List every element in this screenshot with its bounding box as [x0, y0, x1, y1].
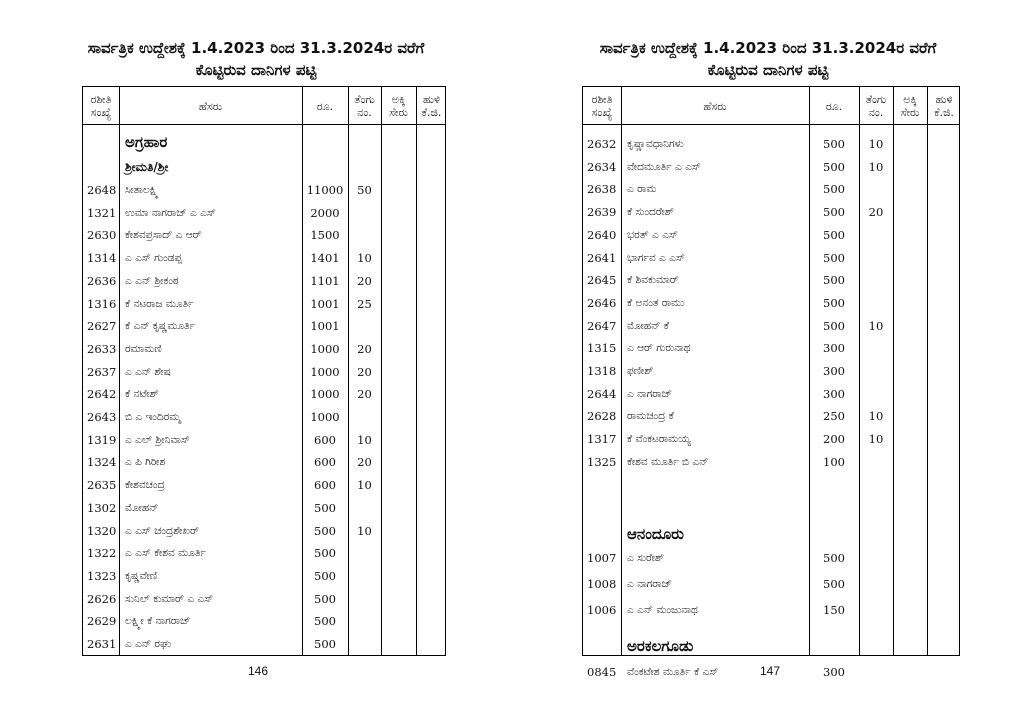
table-row [583, 133, 959, 155]
donor-name: ಎ ಎಸ್ ಕೇಶವ ಮೂರ್ತಿ [125, 547, 206, 560]
coconut-count [859, 573, 893, 595]
coconut-count [859, 269, 893, 291]
donor-name: ಲಕ್ಷ್ಮೀ ಕೆ ನಾಗರಾಜ್ [125, 615, 191, 628]
donor-name: ರಾಮಚಂದ್ರ ಕೆ [627, 410, 674, 423]
donor-name: ಕೇಶವ ಮೂರ್ತಿ ಬಿ ಎನ್ [627, 455, 709, 468]
coconut-count [859, 383, 893, 405]
column-header-coconut: ತೆಂಗು ನಂ. [865, 93, 887, 119]
donor-name: ಕೃಷ್ಣಾವಧಾನಿಗಳು [627, 138, 684, 150]
amount: 500 [823, 182, 845, 197]
coconut-count [859, 247, 893, 269]
table-row [583, 224, 959, 246]
donor-name: ಕೆ ನಟೇಶ್ [125, 388, 159, 401]
receipt-number: 2644 [587, 386, 617, 401]
donor-name: ಕೆ ಅನಂತ ರಾಮು [627, 296, 685, 309]
table-row [583, 599, 959, 621]
donor-name: ಎ ಎನ್ ಶ್ರೀಕಂಠ [125, 274, 179, 287]
table-row [583, 247, 959, 269]
amount: 1000 [310, 410, 340, 424]
receipt-number: 1314 [87, 251, 117, 266]
receipt-number: 2640 [587, 227, 617, 242]
table-row [83, 247, 445, 269]
donor-name: ಕೆ ನಟರಾಜ ಮೂರ್ತಿ [125, 297, 194, 310]
receipt-number: 2627 [87, 319, 117, 334]
donor-name: ಫಣೀಶ್ [627, 365, 654, 377]
amount: 500 [314, 500, 336, 515]
receipt-number: 2626 [87, 591, 117, 606]
receipt-number: 2638 [587, 182, 617, 197]
donor-name: ಎ ನಾಗರಾಜ್ [627, 578, 673, 590]
table-header [83, 87, 445, 125]
amount: 500 [314, 546, 336, 561]
table-row [83, 520, 445, 542]
amount: 600 [314, 432, 336, 447]
donor-name: ಎ ಆರ್ ಗುರುನಾಥ [627, 342, 691, 355]
column-header-name: ಹೆಸರು [198, 99, 223, 113]
receipt-number: 1325 [587, 454, 617, 469]
section-title: ಆನಂದೂರು [627, 525, 684, 543]
donor-name: ಸುನಿಲ್ ಕುಮಾರ್ ಎ ಎಸ್ [125, 592, 214, 605]
amount: 150 [823, 603, 845, 617]
subsection-heading [83, 154, 445, 180]
section-heading [583, 521, 959, 547]
amount: 1000 [310, 387, 340, 402]
page-title-line1: ಸಾರ್ವತ್ರಿಕ ಉದ್ದೇಶಕ್ಕೆ 1.4.2023 ರಿಂದ 31.3.2024ರ ವರೆಗೆ [87, 39, 425, 57]
receipt-number: 2645 [587, 273, 617, 288]
table-row [83, 383, 445, 405]
donor-name: ಎ ನಾಗರಾಜ್ [627, 387, 673, 400]
table-row [83, 270, 445, 292]
receipt-number: 1302 [87, 500, 117, 515]
coconut-count [859, 337, 893, 359]
amount: 300 [823, 665, 845, 679]
receipt-number: 2643 [87, 410, 117, 424]
donor-name: ಉಮಾ ನಾಗರಾಜ್ ಎ ಎಸ್ [125, 206, 216, 219]
receipt-number: 2630 [87, 228, 117, 243]
receipt-number: 2631 [87, 637, 117, 651]
receipt-number: 2634 [587, 159, 617, 174]
table-row [83, 179, 445, 201]
amount: 1001 [310, 296, 340, 311]
amount: 500 [823, 318, 845, 333]
coconut-count [348, 497, 381, 519]
donor-name: ರಮಾಮಣಿ [125, 342, 162, 355]
amount: 1000 [310, 341, 340, 356]
donor-name: ಮೋಹನ್ ಕೆ [627, 319, 669, 332]
section-heading [583, 633, 959, 659]
receipt-number: 1322 [87, 546, 117, 561]
table-row [83, 497, 445, 519]
table-row [583, 573, 959, 595]
amount: 1401 [310, 251, 340, 266]
coconut-count: 10 [868, 432, 884, 447]
receipt-number: 2636 [87, 273, 117, 288]
table-row [83, 315, 445, 337]
donor-name: ಬಿ ಎ ಇಂದಿರಮ್ಮ [125, 411, 181, 423]
donor-name: ಎ ಎಲ್ ಶ್ರೀನಿವಾಸ್ [125, 433, 190, 446]
receipt-number: 1316 [87, 296, 117, 311]
donor-name: ಎ ಸುರೇಶ್ [627, 552, 665, 564]
amount: 2000 [310, 205, 340, 220]
column-header-rice: ಅಕ್ಕಿ ಸೇರು [900, 93, 920, 119]
donor-name: ಎ ಎನ್ ರಘು [125, 638, 172, 650]
section-title: ಅರಕಲಗೂಡು [627, 637, 694, 655]
coconut-count: 10 [357, 251, 372, 266]
coconut-count: 20 [357, 341, 372, 356]
receipt-number: 1008 [587, 577, 617, 591]
amount: 500 [314, 637, 336, 651]
amount: 1101 [310, 273, 340, 288]
coconut-count: 20 [357, 364, 372, 379]
amount: 500 [314, 591, 336, 606]
donor-name: ಕೆ ಸುಂದರೇಶ್ [627, 206, 674, 219]
table-row [83, 588, 445, 610]
donor-name: ಎ ಎನ್ ಮಂಜುನಾಥ [627, 604, 698, 616]
donor-name: ಕೇಶವಚಂದ್ರ [125, 479, 165, 492]
receipt-number: 1321 [87, 205, 117, 220]
table-row [83, 224, 445, 246]
coconut-count: 20 [357, 387, 372, 402]
coconut-count: 10 [868, 409, 884, 424]
section-title: ಅಗ್ರಹಾರ [125, 133, 168, 151]
donor-name: ಎ ಎಸ್ ಚಂದ್ರಶೇಖರ್ [125, 524, 200, 537]
coconut-count: 50 [357, 183, 372, 197]
amount: 500 [314, 614, 336, 629]
column-header-amount: ರೂ. [825, 99, 843, 113]
amount: 1000 [310, 364, 340, 379]
table-row [83, 338, 445, 360]
amount: 500 [823, 205, 845, 220]
coconut-count [859, 547, 893, 569]
amount: 500 [314, 523, 336, 538]
coconut-count [348, 202, 381, 224]
coconut-count [348, 542, 381, 564]
table-row [83, 610, 445, 632]
receipt-number: 2646 [587, 295, 617, 310]
receipt-number: 2648 [87, 183, 117, 197]
section-heading [83, 129, 445, 155]
amount: 300 [823, 364, 845, 378]
donor-name: ಭಾರ್ಗವ ಎ ಎಸ್ [627, 251, 685, 264]
receipt-number: 2647 [587, 318, 617, 333]
page-number: 147 [759, 664, 781, 678]
amount: 500 [823, 227, 845, 242]
coconut-count [348, 565, 381, 587]
table-row [583, 156, 959, 178]
coconut-count: 10 [868, 137, 884, 151]
coconut-count: 10 [357, 523, 372, 538]
table-row [83, 202, 445, 224]
amount: 300 [823, 341, 845, 356]
receipt-number: 2628 [587, 409, 617, 424]
coconut-count: 25 [357, 296, 372, 311]
table-row [583, 292, 959, 314]
coconut-count [859, 661, 893, 683]
amount: 500 [823, 250, 845, 265]
coconut-count [348, 588, 381, 610]
amount: 1001 [310, 319, 340, 334]
coconut-count [859, 599, 893, 621]
table-row [583, 383, 959, 405]
amount: 200 [823, 432, 845, 447]
amount: 100 [823, 454, 845, 469]
table-row [83, 633, 445, 655]
table-row [83, 451, 445, 473]
coconut-count [348, 610, 381, 632]
table-row [583, 360, 959, 382]
donor-name: ಕೆ ವೆಂಕಟರಾಮಯ್ಯ [627, 433, 691, 446]
page-title-line2: ಕೊಟ್ಟಿರುವ ದಾನಿಗಳ ಪಟ್ಟಿ [195, 61, 317, 79]
amount: 600 [314, 478, 336, 493]
coconut-count [348, 406, 381, 428]
right-page [512, 0, 1024, 724]
receipt-number: 2632 [587, 137, 617, 151]
table-row [583, 315, 959, 337]
page-title-line1: ಸಾರ್ವತ್ರಿಕ ಉದ್ದೇಶಕ್ಕೆ 1.4.2023 ರಿಂದ 31.3.2024ರ ವರೆಗೆ [599, 39, 937, 57]
donor-name: ಕೆ ಎನ್ ಕೃಷ್ಣಮೂರ್ತಿ [125, 320, 196, 333]
coconut-count [859, 224, 893, 246]
table-row [83, 565, 445, 587]
table-row [583, 269, 959, 291]
table-row [583, 178, 959, 200]
table-row [583, 201, 959, 223]
coconut-count: 10 [868, 318, 884, 333]
donor-name: ವೆಂಕಟೇಶ ಮೂರ್ತಿ ಕೆ ಎಸ್ [627, 666, 719, 678]
table-row [583, 428, 959, 450]
donor-name: ಮೋಹನ್ [125, 501, 159, 514]
amount: 1500 [310, 228, 340, 243]
amount: 500 [823, 159, 845, 174]
table-row [83, 474, 445, 496]
subsection-title: ಶ್ರೀಮತಿ/ಶ್ರೀ [125, 160, 169, 174]
amount: 500 [823, 273, 845, 288]
coconut-count [348, 633, 381, 655]
receipt-number: 0845 [587, 665, 617, 679]
donor-name: ಎ ಪಿ ಗಿರೀಶ [125, 456, 166, 469]
amount: 600 [314, 455, 336, 470]
table-row [83, 542, 445, 564]
donor-name: ಸೀತಾಲಕ್ಷ್ಮಿ [125, 184, 159, 196]
column-header-name: ಹೆಸರು [703, 99, 727, 113]
column-header-receipt: ರಶೀತಿ ಸಂಖ್ಯೆ [90, 93, 112, 119]
receipt-number: 2629 [87, 614, 117, 629]
donor-name: ಭರತ್ ಎ ಎಸ್ [627, 228, 678, 241]
receipt-number: 2637 [87, 364, 117, 379]
table-row [583, 405, 959, 427]
amount: 500 [823, 137, 845, 151]
coconut-count: 10 [357, 478, 372, 493]
receipt-number: 1320 [87, 523, 117, 538]
receipt-number: 1323 [87, 568, 117, 583]
receipt-number: 1006 [587, 603, 617, 617]
amount: 500 [823, 295, 845, 310]
receipt-number: 2635 [87, 478, 117, 493]
receipt-number: 1324 [87, 455, 117, 470]
coconut-count: 20 [357, 455, 372, 470]
coconut-count [859, 292, 893, 314]
receipt-number: 1318 [587, 364, 617, 378]
column-header-receipt: ರಶೀತಿ ಸಂಖ್ಯೆ [591, 93, 613, 119]
receipt-number: 1007 [587, 551, 617, 565]
table-row [83, 406, 445, 428]
receipt-number: 2633 [87, 341, 117, 356]
column-header-tamarind: ಹುಳಿ ಕೆ.ಜಿ. [421, 93, 442, 119]
receipt-number: 2642 [87, 387, 117, 402]
coconut-count: 10 [868, 159, 884, 174]
coconut-count [859, 451, 893, 473]
column-header-amount: ರೂ. [316, 99, 334, 113]
receipt-number: 1319 [87, 432, 117, 447]
table-row [83, 293, 445, 315]
table-row [83, 361, 445, 383]
page-number: 146 [247, 664, 269, 678]
coconut-count [348, 224, 381, 246]
donor-name: ಕೆ ಶಿವಕುಮಾರ್ [627, 274, 679, 287]
column-header-coconut: ತೆಂಗು ನಂ. [354, 93, 375, 119]
coconut-count: 20 [357, 273, 372, 288]
table-row [583, 451, 959, 473]
amount: 300 [823, 386, 845, 401]
column-header-rice: ಅಕ್ಕಿ ಸೇರು [389, 93, 408, 119]
amount: 500 [823, 551, 845, 565]
coconut-count [859, 178, 893, 200]
donor-name: ಕೇಶವಪ್ರಸಾದ್ ಎ ಆರ್ [125, 229, 202, 242]
donor-name: ವೇದಮೂರ್ತಿ ಎ ಎಸ್ [627, 160, 701, 173]
receipt-number: 2639 [587, 205, 617, 220]
coconut-count [859, 360, 893, 382]
donor-name: ಕೃಷ್ಣವೇಣಿ [125, 569, 158, 582]
receipt-number: 1315 [587, 341, 617, 356]
coconut-count: 10 [357, 432, 372, 447]
page-title-line2: ಕೊಟ್ಟಿರುವ ದಾನಿಗಳ ಪಟ್ಟಿ [707, 61, 829, 79]
donor-name: ಎ ರಾಮ [627, 183, 657, 196]
receipt-number: 2641 [587, 250, 617, 265]
donor-name: ಎ ಎನ್ ಶೇಷ [125, 365, 171, 378]
table-row [583, 547, 959, 569]
table-header [583, 87, 959, 125]
column-header-tamarind: ಹುಳಿ ಕೆ.ಜಿ. [934, 93, 954, 119]
coconut-count [348, 315, 381, 337]
amount: 250 [823, 409, 845, 424]
amount: 500 [823, 577, 845, 591]
receipt-number: 1317 [587, 432, 617, 447]
amount: 500 [314, 568, 336, 583]
table-row [83, 429, 445, 451]
donor-table [82, 86, 446, 656]
donor-name: ಎ ಎಸ್ ಗುಂಡಪ್ಪ [125, 252, 183, 265]
table-row [583, 337, 959, 359]
amount: 11000 [306, 183, 344, 197]
coconut-count: 20 [868, 205, 884, 220]
